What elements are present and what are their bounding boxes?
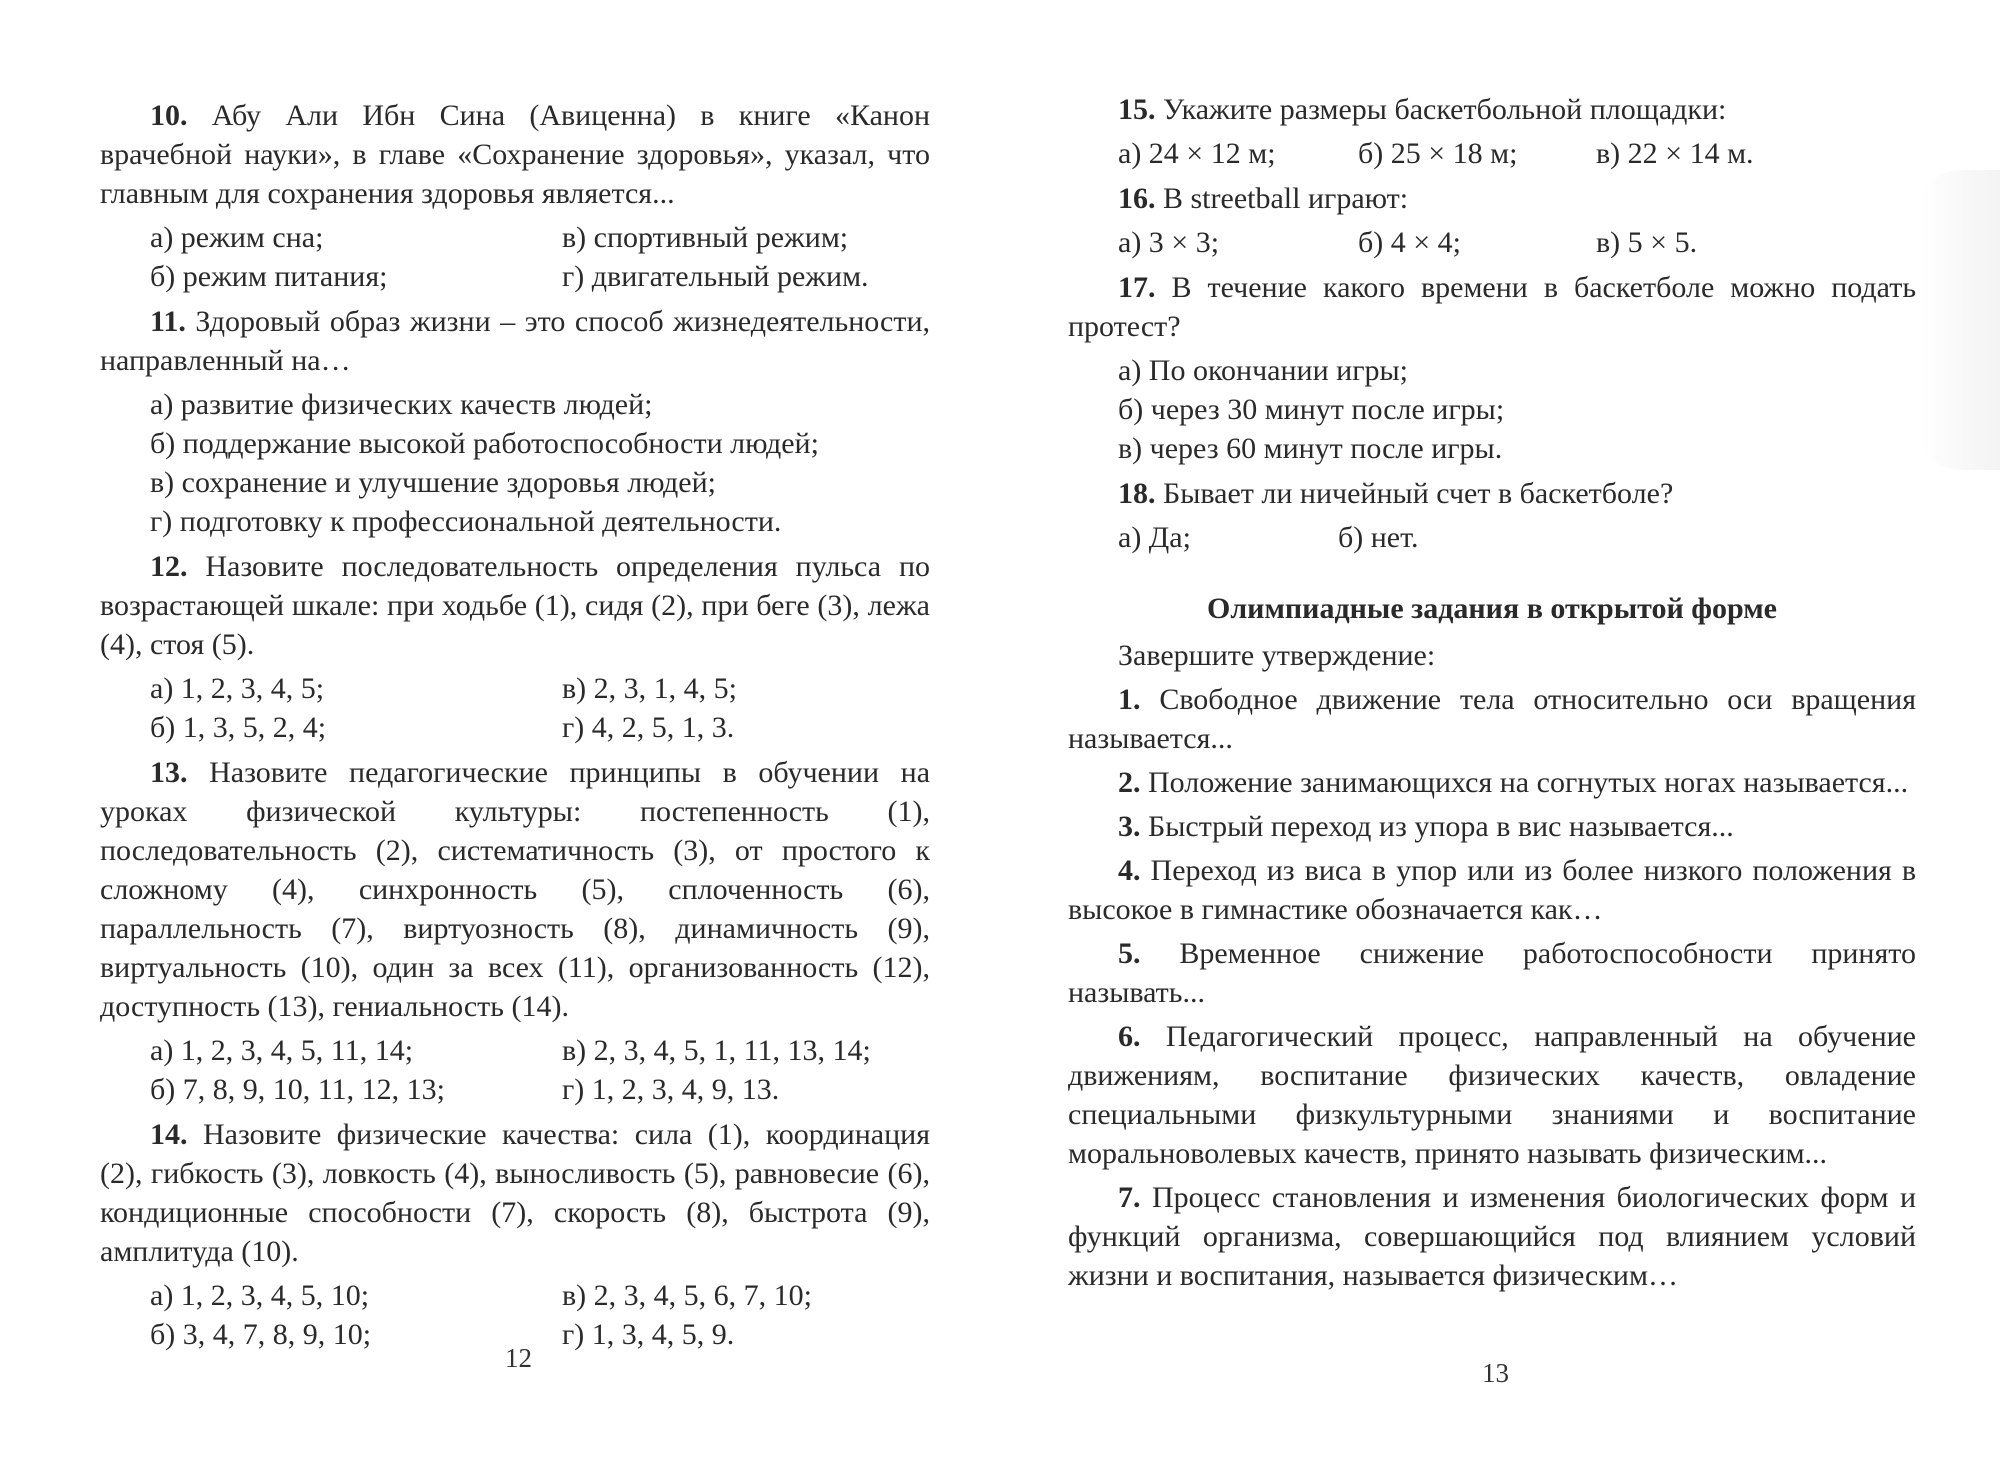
question-number: 16. xyxy=(1118,182,1156,215)
statement-text: Положение занимающихся на согнутых ногах называется... xyxy=(1148,766,1909,799)
option: а) 1, 2, 3, 4, 5, 11, 14; xyxy=(150,1034,414,1067)
question-number: 14. xyxy=(150,1118,188,1151)
statement-text: Свободное движение тела относительно оси вращения называется... xyxy=(1068,683,1917,755)
option: б) поддержание высокой работоспособности людей; xyxy=(150,427,819,460)
option: б) 3, 4, 7, 8, 9, 10; xyxy=(150,1318,372,1351)
question-number: 17. xyxy=(1118,271,1156,304)
question-13 xyxy=(100,753,930,1026)
statement-text: Переход из виса в упор или из более низкого положения в высокое в гимнастике обозначается как… xyxy=(1068,854,1917,926)
option: б) через 30 минут после игры; xyxy=(1118,393,1505,426)
statement-text: Временное снижение работоспособности принято называть... xyxy=(1068,937,1917,1009)
statement-text: Быстрый переход из упора в вис называется... xyxy=(1148,810,1734,843)
question-text: Бывает ли ничейный счет в баскетболе? xyxy=(1163,477,1674,510)
question-12-options xyxy=(150,669,930,747)
statement-6 xyxy=(1068,1017,1916,1173)
question-text: Здоровый образ жизни – это способ жизнедеятельности, направленный на… xyxy=(100,305,930,377)
right-column xyxy=(1068,90,1916,1300)
question-number: 11. xyxy=(150,305,186,338)
option: г) 1, 3, 4, 5, 9. xyxy=(562,1318,735,1351)
option: б) 7, 8, 9, 10, 11, 12, 13; xyxy=(150,1073,445,1106)
question-11 xyxy=(100,302,930,380)
statement-number: 3. xyxy=(1118,810,1141,843)
question-text: В streetball играют: xyxy=(1163,182,1409,215)
statement-text: Процесс становления и изменения биологических форм и функций организма, совершающийся под влиянием условий жизни и воспитания, называется физическим… xyxy=(1068,1181,1916,1292)
question-text: Назовите физические качества: сила (1), координация (2), гибкость (3), ловкость (4), выносливость (5), равновесие (6), кондиционные способности (7), скорость (8), быстрота (9), амплитуда (10). xyxy=(100,1118,931,1268)
option: в) 2, 3, 4, 5, 1, 11, 13, 14; xyxy=(562,1034,871,1067)
question-15-options xyxy=(1118,134,1916,173)
option: б) нет. xyxy=(1338,521,1419,554)
option: б) 4 × 4; xyxy=(1358,226,1462,259)
statement-5 xyxy=(1068,934,1916,1012)
page-number: 12 xyxy=(505,1343,532,1373)
question-18-options xyxy=(1118,518,1916,557)
statement-3 xyxy=(1068,807,1916,846)
question-17 xyxy=(1068,268,1916,346)
option: г) подготовку к профессиональной деятельности. xyxy=(150,505,782,538)
question-number: 13. xyxy=(150,756,188,789)
question-11-options xyxy=(150,385,930,541)
option: г) 4, 2, 5, 1, 3. xyxy=(562,711,735,744)
page-shadow xyxy=(1920,170,2000,470)
statement-number: 6. xyxy=(1118,1020,1141,1053)
question-16 xyxy=(1068,179,1916,218)
option: в) 22 × 14 м. xyxy=(1596,137,1754,170)
option: а) режим сна; xyxy=(150,221,324,254)
statement-7 xyxy=(1068,1178,1916,1295)
question-number: 12. xyxy=(150,550,188,583)
option: а) 24 × 12 м; xyxy=(1118,137,1276,170)
option: в) 2, 3, 4, 5, 6, 7, 10; xyxy=(562,1279,812,1312)
option: б) режим питания; xyxy=(150,260,388,293)
statement-number: 1. xyxy=(1118,683,1141,716)
statement-number: 2. xyxy=(1118,766,1141,799)
question-18 xyxy=(1068,474,1916,513)
question-number: 18. xyxy=(1118,477,1156,510)
option: г) двигательный режим. xyxy=(562,260,869,293)
question-text: Назовите последовательность определения пульса по возрастающей шкале: при ходьбе (1), сидя (2), при беге (3), лежа (4), стоя (5). xyxy=(100,550,930,661)
instruction: Завершите утверждение: xyxy=(1118,639,1436,672)
question-16-options xyxy=(1118,223,1916,262)
option: в) 2, 3, 1, 4, 5; xyxy=(562,672,737,705)
question-15 xyxy=(1068,90,1916,129)
section-heading: Олимпиадные задания в открытой форме xyxy=(1207,592,1777,625)
page-number: 13 xyxy=(1482,1358,1509,1388)
question-text: Укажите размеры баскетбольной площадки: xyxy=(1163,93,1727,126)
question-10-options xyxy=(150,218,930,296)
option: г) 1, 2, 3, 4, 9, 13. xyxy=(562,1073,780,1106)
question-13-options xyxy=(150,1031,930,1109)
option: а) По окончании игры; xyxy=(1118,354,1408,387)
option: в) через 60 минут после игры. xyxy=(1118,432,1503,465)
statement-2 xyxy=(1068,763,1916,802)
question-14-options xyxy=(150,1276,930,1354)
option: в) спортивный режим; xyxy=(562,221,849,254)
question-text: Назовите педагогические принципы в обучении на уроках физической культуры: постепенность (1), последовательность (2), систематичность (3), от простого к сложному (4), синхронность (5), сплоченность (6), параллельность (7), виртуозность (8), динамичность (9), виртуальность (10), один за всех (11), организованность (12), доступность (13), гениальность (14). xyxy=(100,756,931,1023)
statement-1 xyxy=(1068,680,1916,758)
statement-number: 4. xyxy=(1118,854,1141,887)
option: б) 25 × 18 м; xyxy=(1358,137,1518,170)
question-10 xyxy=(100,96,930,213)
question-12 xyxy=(100,547,930,664)
option: а) 3 × 3; xyxy=(1118,226,1220,259)
statement-number: 7. xyxy=(1118,1181,1141,1214)
option: а) Да; xyxy=(1118,521,1191,554)
option: а) развитие физических качеств людей; xyxy=(150,388,653,421)
statement-4 xyxy=(1068,851,1916,929)
option: б) 1, 3, 5, 2, 4; xyxy=(150,711,327,744)
question-number: 10. xyxy=(150,99,188,132)
option: в) сохранение и улучшение здоровья людей; xyxy=(150,466,717,499)
left-column xyxy=(100,96,930,1360)
statement-text: Педагогический процесс, направленный на обучение движениям, воспитание физических качеств, овладение специальными физкультурными знаниями и воспитание моральноволевых качеств, принято называть физическим... xyxy=(1068,1020,1917,1170)
option: а) 1, 2, 3, 4, 5, 10; xyxy=(150,1279,370,1312)
option: в) 5 × 5. xyxy=(1596,226,1698,259)
question-number: 15. xyxy=(1118,93,1156,126)
right-page xyxy=(1000,0,2000,1459)
question-text: Абу Али Ибн Сина (Авиценна) в книге «Канон врачебной науки», в главе «Сохранение здоровья», указал, что главным для сохранения здоровья является... xyxy=(100,99,930,210)
question-text: В течение какого времени в баскетболе можно подать протест? xyxy=(1068,271,1917,343)
question-17-options xyxy=(1118,351,1916,468)
question-14 xyxy=(100,1115,930,1271)
statement-number: 5. xyxy=(1118,937,1141,970)
option: а) 1, 2, 3, 4, 5; xyxy=(150,672,325,705)
